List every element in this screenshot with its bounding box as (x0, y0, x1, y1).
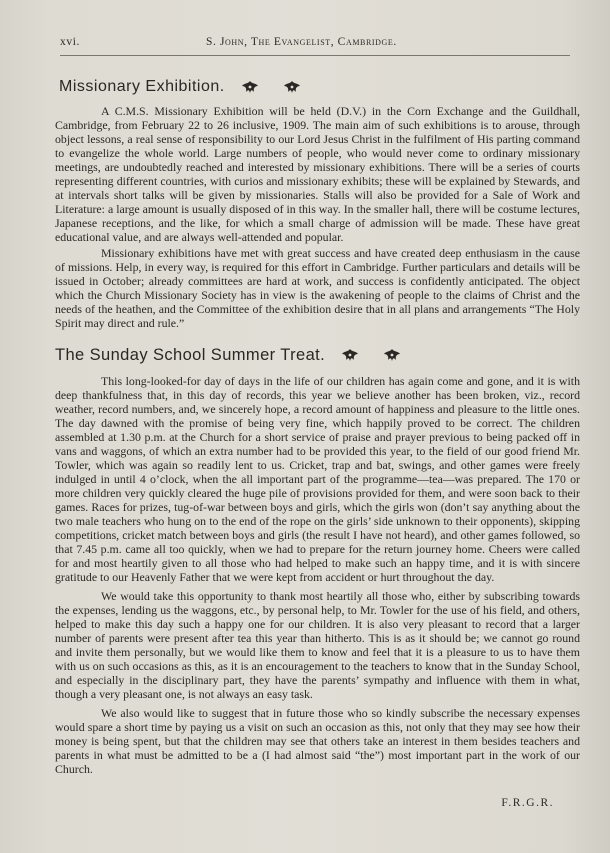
header-rule (60, 55, 570, 56)
fleuron-icon (383, 348, 401, 362)
paragraph: Missionary exhibitions have met with great success and have created deep enthusiasm in the cause of missions. Help, in every way, is required for this effort in Cambridge. Further particulars and details will be issued in October; already committees are hard at work, and success is confidently anticipated. The object which the Church Missionary Society has in view is the awakening of people to the claims of Christ and the needs of the heathen, and the Committee of the exhibition desire that in all plans and arrangements “The Holy Spirit may direct and rule.” (55, 246, 580, 330)
paragraph: A C.M.S. Missionary Exhibition will be held (D.V.) in the Corn Exchange and the Guildhall, Cambridge, from February 22 to 26 inclusive, 1909. The main aim of such exhibitions is to arouse, through object lessons, a real sense of responsibility to our Lord Jesus Christ in the fulfilment of His parting command to evangelize the whole world. Large numbers of people, who would never come to ordinary missionary meetings, are undoubtedly reached and interested by missionary exhibitions. There will be a series of courts representing different countries, with curios and missionary exhibits; these will be explained by Stewards, and at intervals short talks will be given by missionaries. Stalls will also be provided for a Sale of Work and Literature: a large amount is usually disposed of in this way. In the smaller hall, there will be costume lectures, Japanese receptions, and the like, for which a small charge of admission will be made. These have great educational value, and are always well-attended and popular. (55, 104, 580, 244)
paragraph: We would take this opportunity to thank most heartily all those who, either by subscribing towards the expenses, lending us the waggons, etc., by personal help, to Mr. Towler for the use of his field, and others, helped to make this day such a happy one for our children. It is also very pleasant to record that a larger number of parents were present after tea this year than hitherto. This is as it should be; we cannot go round and invite them personally, but we would like them to know and feel that it is a pleasure to us to have them with us on such occasions as this, as it is an encouragement to the teachers to know that in the Sunday School, and especially in the disciplinary part, they have the parents’ sympathy and influence with them in what, though a very pleasant one, is not always an easy task. (55, 589, 580, 701)
paragraph: We also would like to suggest that in future those who so kindly subscribe the necessary expenses would spare a short time by paying us a visit on such an occasion as this, not only that they may see how their money is being spent, but that the children may see that others take an interest in them besides teachers and parents in what must be admitted to be a (I had almost said “the”) most important part in the work of our Church. (55, 706, 580, 776)
heading-text: The Sunday School Summer Treat. (55, 345, 326, 364)
section-heading-sunday-school (55, 344, 580, 366)
paragraph: This long-looked-for day of days in the life of our children has again come and gone, and it is with deep thankfulness that, in this day of records, this year we believe another has been broken, viz., record weather, record numbers, and, we sincerely hope, a record amount of happiness and pleasure to the little ones. The day dawned with the promise of being very fine, which happily proved to be correct. The children assembled at 1.30 p.m. at the Church for a short service of praise and prayer previous to being packed off in vans and waggons, of which an extra number had to be provided this year, to the field of our good friend Mr. Towler, which was again so readily lent to us. Cricket, trap and bat, swings, and other games were freely indulged in until 4 o’clock, when the all important part of the programme—tea—was prepared. The 170 or more children very quickly cleared the huge pile of provisions provided for them, and were soon back to their games. Races for prizes, tug-of-war between boys and girls, which the girls won (don’t say anything about the two male teachers who hung on to the end of the rope on the girls’ side unknown to their opponents), skipping competitions, cricket match between boys and girls (the result I have not heard), and other games followed, so that 7.45 p.m. came all too quickly, when we had to prepare for the return journey home. Cheers were called for and most heartily given to all those who had helped to make such an happy time, and it is with sincere gratitude to our Heavenly Father that we were kept from accident or hurt throughout the day. (55, 374, 580, 584)
running-title: S. John, The Evangelist, Cambridge. (206, 36, 397, 48)
page-content (55, 72, 580, 778)
heading-text: Missionary Exhibition. (59, 78, 225, 95)
page-number: xvi. (60, 36, 80, 48)
fleuron-icon (341, 348, 359, 362)
running-head (60, 36, 550, 52)
section-heading-missionary (59, 76, 580, 98)
fleuron-icon (283, 80, 301, 94)
signature: F.R.G.R. (501, 797, 554, 809)
fleuron-icon (241, 80, 259, 94)
